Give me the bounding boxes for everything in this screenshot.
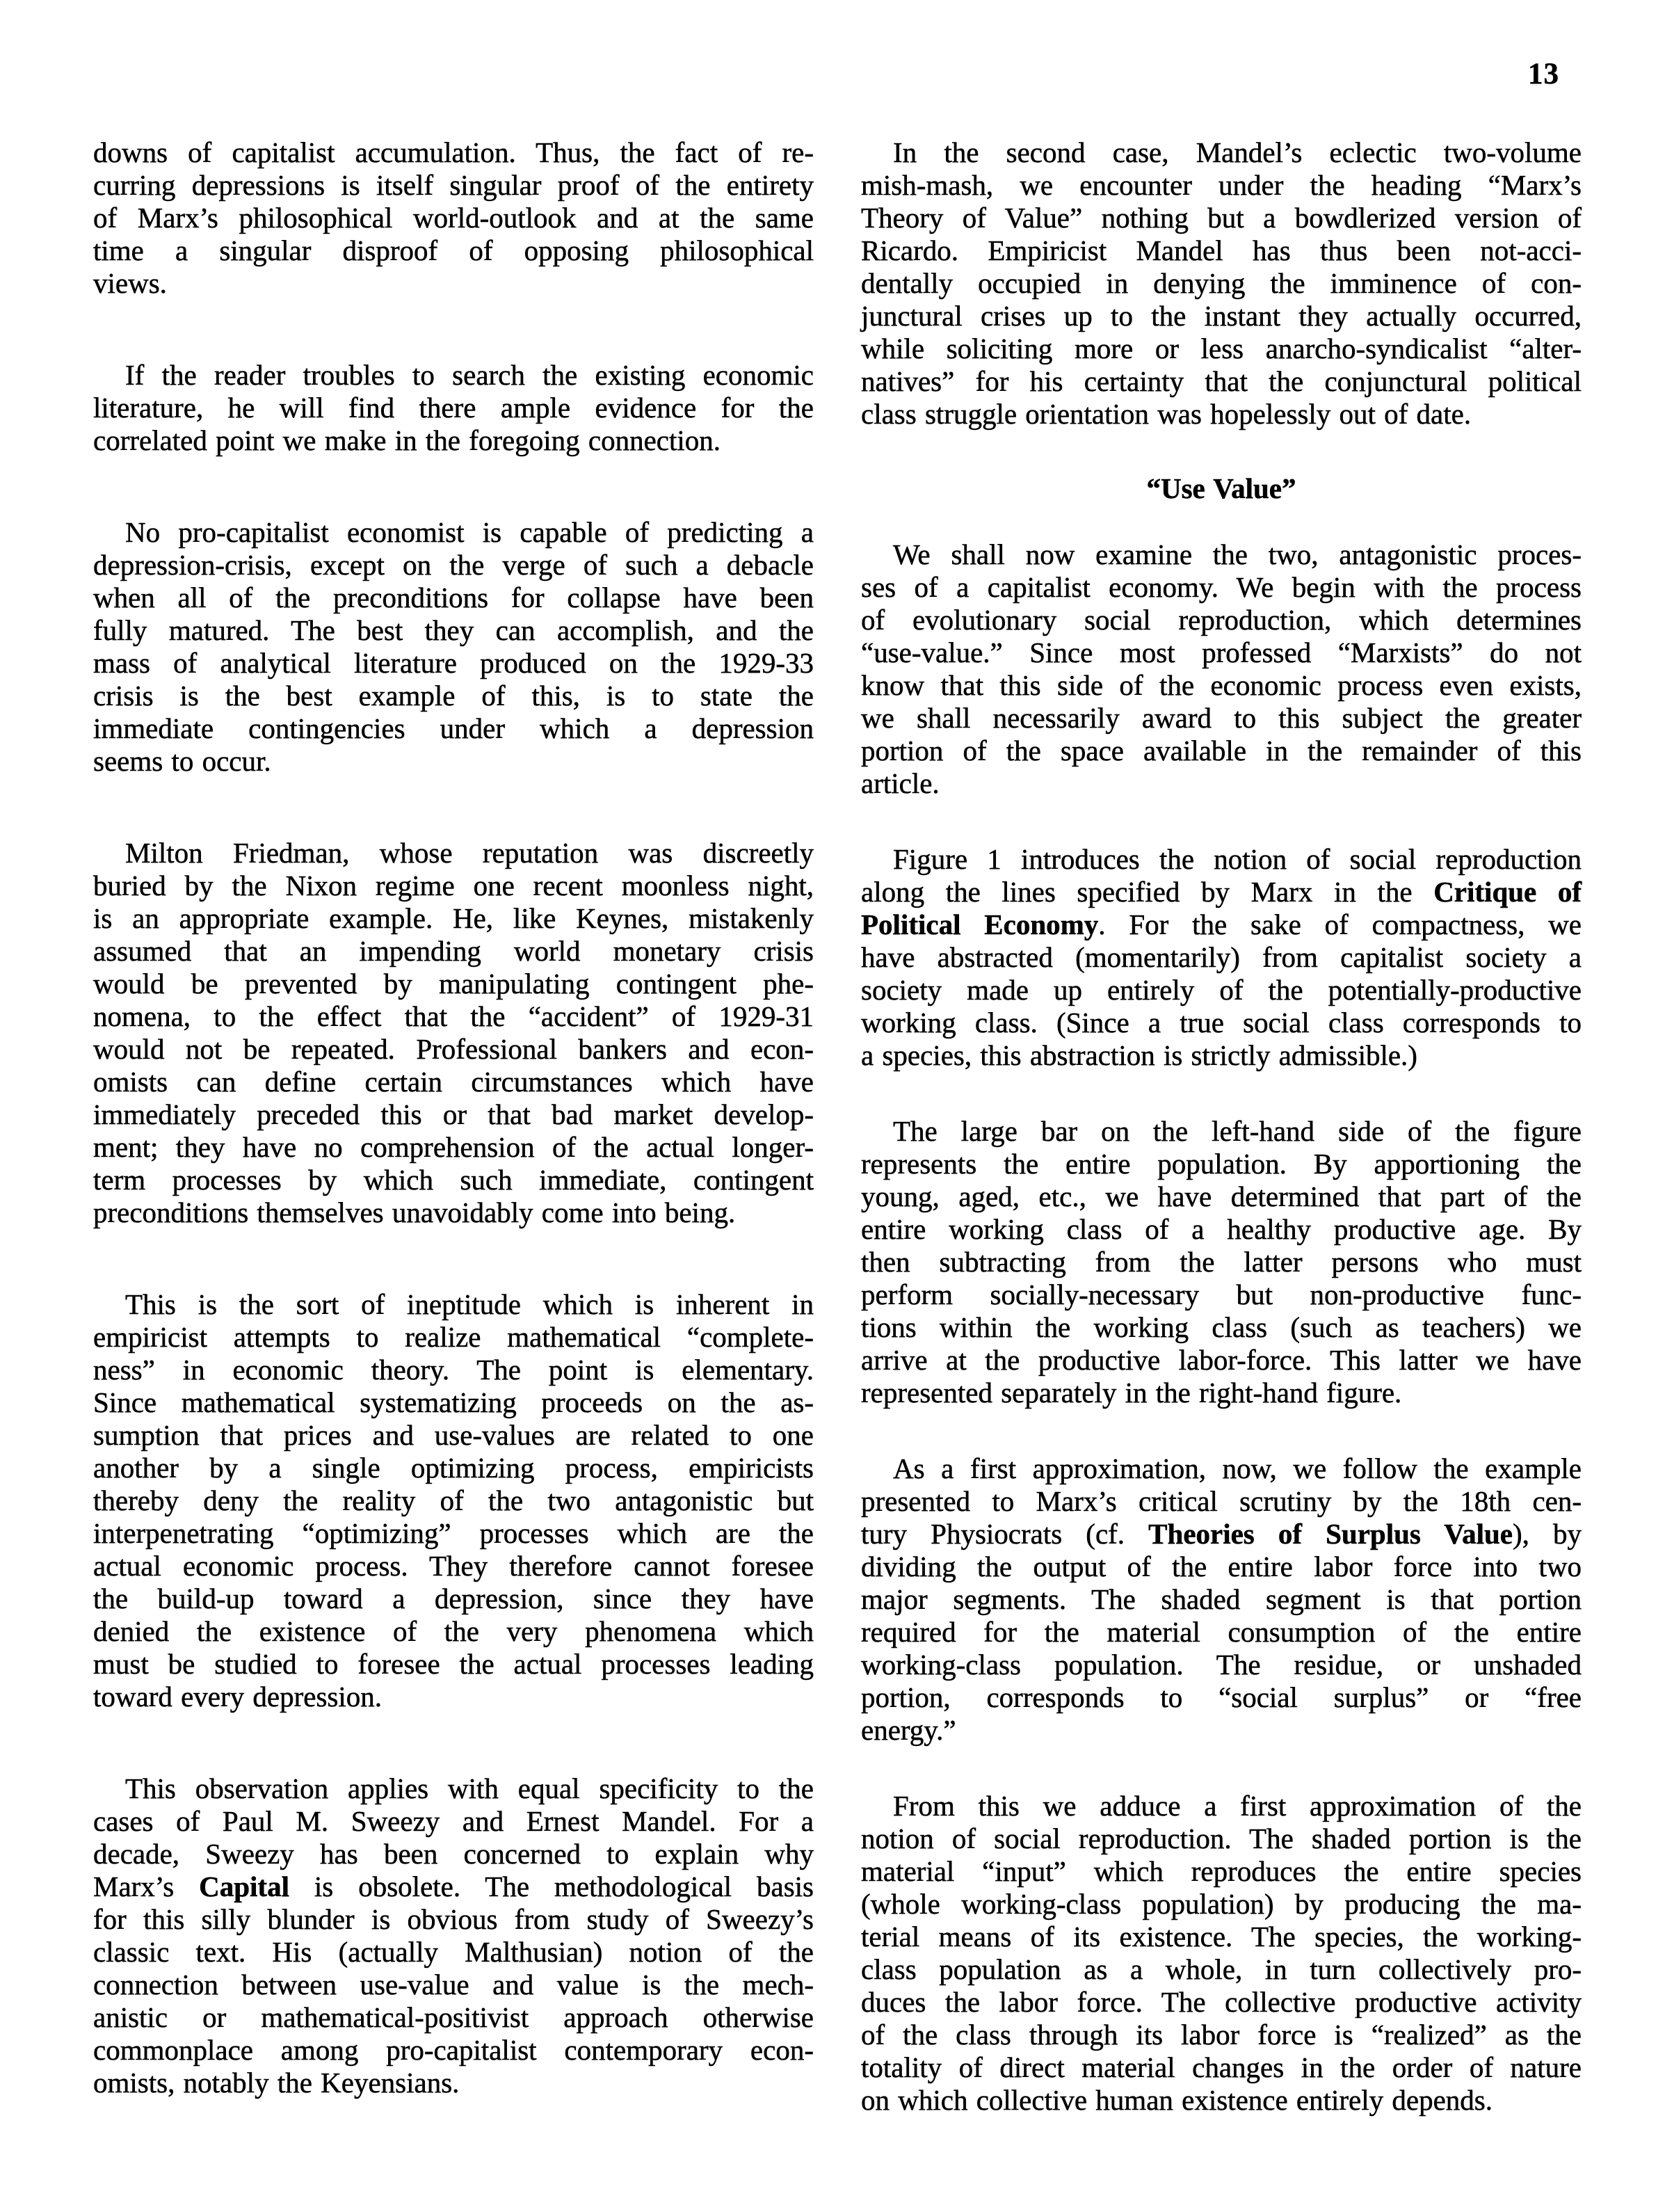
text-line: of the class through its labor force is “realized” as the [861,2019,1582,2051]
text-line: fully matured. The best they can accomplish, and the [93,614,814,646]
text-line: know that this side of the economic process even exists, [861,669,1582,701]
text-line: young, aged, etc., we have determined that part of the [861,1180,1582,1212]
text-line: views. [93,267,167,299]
text-line: This is the sort of ineptitude which is inherent in [125,1288,814,1320]
text-line: dentally occupied in denying the imminence of con- [861,267,1582,299]
text-line: portion of the space available in the remainder of this [861,735,1582,767]
paragraph [93,1772,814,2099]
text-line: ness” in economic theory. The point is elementary. [93,1354,814,1386]
text-line: portion, corresponds to “social surplus” or “free [861,1681,1582,1713]
text-line: Political Economy. For the sake of compactness, we [861,908,1582,940]
text-line: article. [861,767,940,799]
text-line: material “input” which reproduces the entire species [861,1855,1582,1887]
text-line: mish-mash, we encounter under the heading “Marx’s [861,169,1582,201]
text-line: ses of a capitalist economy. We begin with the process [861,571,1582,603]
section-heading: “Use Value” [1146,472,1296,504]
text-line: terial means of its existence. The species, the working- [861,1921,1582,1953]
text-line: junctural crises up to the instant they actually occurred, [861,300,1582,332]
text-line: must be studied to foresee the actual processes leading [93,1648,814,1680]
text-line: downs of capitalist accumulation. Thus, the fact of re- [93,136,814,168]
text-line: natives” for his certainty that the conjunctural political [861,365,1582,397]
text-line: decade, Sweezy has been concerned to explain why [93,1838,814,1870]
text-line: denied the existence of the very phenomena which [93,1615,814,1647]
text-line: mass of analytical literature produced on the 1929-33 [93,647,814,679]
text-line: then subtracting from the latter persons who must [861,1246,1582,1278]
text-line: crisis is the best example of this, is to state the [93,680,814,712]
text-line: would not be repeated. Professional bankers and econ- [93,1033,814,1065]
text-line: class population as a whole, in turn collectively pro- [861,1953,1582,1985]
text-line: totality of direct material changes in the order of nature [861,2051,1582,2083]
page-number: 13 [1528,58,1559,90]
text-line: interpenetrating “optimizing” processes which are the [93,1517,814,1549]
text-line: represents the entire population. By apportioning the [861,1148,1582,1180]
bold-title-text: Capital [199,1870,289,1902]
paragraph [93,1288,814,1713]
text-line: ment; they have no comprehension of the actual longer- [93,1131,814,1163]
text-line: the build-up toward a depression, since they have [93,1582,814,1614]
text-line: entire working class of a healthy productive age. By [861,1213,1582,1245]
text-line: tury Physiocrats (cf. Theories of Surplus Value), by [861,1518,1582,1550]
text-line: We shall now examine the two, antagonistic proces- [893,538,1582,570]
text-line: commonplace among pro-capitalist contemporary econ- [93,2034,814,2066]
text-line: Ricardo. Empiricist Mandel has thus been not-acci- [861,234,1582,266]
text-line: omists can define certain circumstances which have [93,1066,814,1098]
text-line: society made up entirely of the potentially-productive [861,974,1582,1006]
text-line: have abstracted (momentarily) from capitalist society a [861,941,1582,973]
text-line: time a singular disproof of opposing philosophical [93,234,814,266]
paragraph [93,136,814,300]
text-line: presented to Marx’s critical scrutiny by the 18th cen- [861,1485,1582,1517]
text-line: of Marx’s philosophical world-outlook and at the same [93,202,814,234]
paragraph [93,516,814,778]
text-line: major segments. The shaded segment is that portion [861,1583,1582,1615]
text-line: when all of the preconditions for collapse have been [93,582,814,614]
text-line: seems to occur. [93,745,271,777]
text-line: “use-value.” Since most professed “Marxists” do not [861,636,1582,668]
paragraph [93,837,814,1229]
bold-title-text: Critique of [1433,876,1582,908]
text-line: a species, this abstraction is strictly admissible.) [861,1039,1417,1071]
text-line: anistic or mathematical-positivist approach otherwise [93,2001,814,2033]
text-line: No pro-capitalist economist is capable of predicting a [125,516,814,548]
bold-title-text: Political Economy [861,908,1099,940]
text-line: along the lines specified by Marx in the Critique of [861,876,1582,908]
text-line: From this we adduce a first approximation of the [893,1790,1582,1822]
text-line: nomena, to the effect that the “accident” of 1929-31 [93,1000,814,1032]
text-line: for this silly blunder is obvious from study of Sweezy’s [93,1903,814,1935]
text-line: perform socially-necessary but non-productive func- [861,1279,1582,1311]
text-line: empiricist attempts to realize mathematical “complete- [93,1321,814,1353]
text-line: As a first approximation, now, we follow the example [893,1452,1582,1484]
text-line: This observation applies with equal specificity to the [125,1772,814,1804]
text-line: notion of social reproduction. The shaded portion is the [861,1822,1582,1854]
text-line: actual economic process. They therefore cannot foresee [93,1550,814,1582]
paragraph [861,843,1582,1072]
text-line: cases of Paul M. Sweezy and Ernest Mandel. For a [93,1805,814,1837]
text-line: working-class population. The residue, or unshaded [861,1649,1582,1681]
text-line: (whole working-class population) by producing the ma- [861,1888,1582,1920]
text-line: immediate contingencies under which a depression [93,712,814,744]
bold-title-text: Theories of Surplus Value [1148,1518,1513,1550]
text-line: connection between use-value and value is the mech- [93,1969,814,2001]
text-line: buried by the Nixon regime one recent moonless night, [93,869,814,901]
text-line: tions within the working class (such as teachers) we [861,1311,1582,1343]
text-line: preconditions themselves unavoidably come into being. [93,1196,736,1228]
text-line: represented separately in the right-hand figure. [861,1377,1402,1409]
text-line: assumed that an impending world monetary crisis [93,935,814,967]
text-line: sumption that prices and use-values are related to one [93,1419,814,1451]
text-line: The large bar on the left-hand side of the figure [893,1115,1582,1147]
text-line: toward every depression. [93,1681,383,1713]
text-line: on which collective human existence entirely depends. [861,2084,1493,2116]
text-line: thereby deny the reality of the two antagonistic but [93,1484,814,1516]
paragraph [93,359,814,457]
text-line: energy.” [861,1714,956,1746]
text-line: In the second case, Mandel’s eclectic two-volume [893,136,1582,168]
text-line: immediately preceded this or that bad market develop- [93,1098,814,1130]
text-line: would be prevented by manipulating contingent phe- [93,968,814,1000]
text-line: while soliciting more or less anarcho-syndicalist “alter- [861,332,1582,364]
text-line: depression-crisis, except on the verge of such a debacle [93,549,814,581]
text-line: of evolutionary social reproduction, which determines [861,604,1582,636]
text-line: another by a single optimizing process, empiricists [93,1452,814,1484]
text-line: Since mathematical systematizing proceeds on the as- [93,1386,814,1418]
left-column [93,136,814,2099]
text-line: omists, notably the Keyensians. [93,2067,460,2099]
paragraph [861,1452,1582,1747]
text-line: class struggle orientation was hopelessly out of date. [861,398,1472,430]
paragraph [861,1790,1582,2117]
text-line: curring depressions is itself singular proof of the entirety [93,169,814,201]
text-line: dividing the output of the entire labor force into two [861,1550,1582,1582]
text-line: If the reader troubles to search the existing economic [125,359,814,391]
text-line: Figure 1 introduces the notion of social reproduction [893,843,1582,875]
text-line: Theory of Value” nothing but a bowdlerized version of [861,202,1582,234]
text-line: correlated point we make in the foregoing connection. [93,424,721,456]
text-line: literature, he will find there ample evidence for the [93,392,814,424]
text-line: we shall necessarily award to this subject the greater [861,702,1582,734]
text-line: Milton Friedman, whose reputation was discreetly [125,837,814,869]
right-column [861,136,1582,2117]
text-line: Marx’s Capital is obsolete. The methodological basis [93,1870,814,1902]
text-line: classic text. His (actually Malthusian) notion of the [93,1936,814,1968]
text-line: working class. (Since a true social class corresponds to [861,1007,1582,1039]
text-line: duces the labor force. The collective productive activity [861,1986,1582,2018]
text-line: arrive at the productive labor-force. This latter we have [861,1344,1582,1376]
text-line: is an appropriate example. He, like Keynes, mistakenly [93,902,814,934]
paragraph [861,1115,1582,1409]
paragraph [861,136,1582,431]
paragraph [861,538,1582,800]
text-line: required for the material consumption of the entire [861,1616,1582,1648]
text-line: term processes by which such immediate, contingent [93,1164,814,1196]
